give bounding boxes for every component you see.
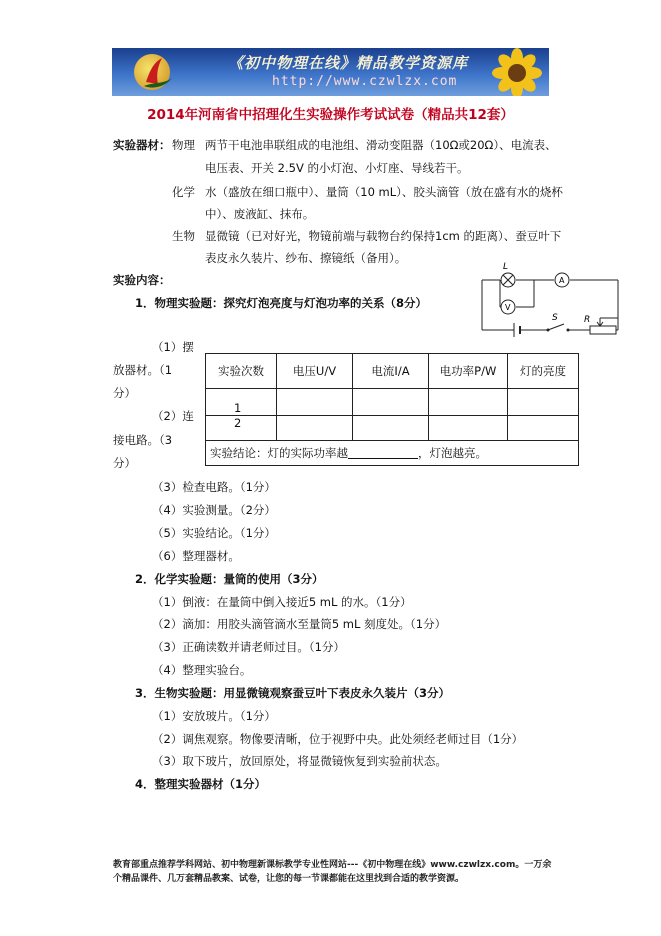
switch-label: S	[552, 313, 558, 323]
document-title: 2014年河南省中招理化生实验操作考试试卷（精品共12套）	[147, 107, 514, 123]
rheostat-symbol	[584, 315, 618, 334]
header-power: 电功率P/W	[429, 354, 508, 389]
banner-url[interactable]: http://www.czwlzx.com	[272, 74, 458, 89]
rheostat-label: R	[584, 315, 591, 325]
physics-heading: 1．物理实验题：探究灯泡亮度与灯泡功率的关系（8分）	[135, 296, 428, 310]
ammeter-symbol	[555, 273, 569, 287]
conclusion-row	[206, 441, 579, 466]
physics-step1-line1: （1）摆	[152, 340, 194, 354]
header-trial: 实验次数	[206, 354, 277, 389]
biology-heading: 3．生物实验题：用显微镜观察蚕豆叶下表皮永久装片（3分）	[135, 686, 451, 700]
table-cell[interactable]	[353, 389, 429, 416]
physics-step4: （4）实验测量。（2分）	[152, 503, 276, 517]
table-header-row	[206, 354, 579, 389]
chemistry-step1: （1）倒液：在量筒中倒入接近5 mL 的水。（1分）	[152, 595, 412, 609]
biology-equipment-line1: 显微镜（已对好光，物镜前端与载物台约保持1cm 的距离）、蚕豆叶下	[205, 229, 562, 243]
ammeter-label: A	[559, 276, 565, 285]
table-cell[interactable]	[429, 389, 508, 416]
conclusion-prefix: 实验结论：灯的实际功率越	[210, 446, 348, 460]
battery-symbol	[514, 323, 520, 337]
final-heading: 4．整理实验器材（1分）	[135, 777, 267, 791]
chemistry-step2: （2）滴加：用胶头滴管滴水至量筒5 mL 刻度处。（1分）	[152, 617, 447, 631]
trial-number: 2	[206, 416, 277, 441]
conclusion-cell	[206, 441, 579, 466]
biology-step3: （3）取下玻片，放回原处，将显微镜恢复到实验前状态。	[152, 754, 447, 768]
header-banner	[112, 48, 549, 96]
table-row	[206, 389, 579, 416]
header-brightness: 灯的亮度	[508, 354, 579, 389]
chemistry-label: 化学	[172, 185, 195, 199]
biology-step1: （1）安放玻片。（1分）	[152, 709, 276, 723]
content-heading: 实验内容：	[113, 273, 171, 287]
voltmeter-symbol	[500, 300, 515, 314]
lamp-symbol	[501, 262, 515, 287]
experiment-table	[205, 353, 579, 466]
physics-step6: （6）整理器材。	[152, 549, 240, 563]
biology-step2: （2）调焦观察。物像要清晰，位于视野中央。此处须经老师过目（1分）	[152, 732, 524, 746]
physics-step1-line3: 分）	[113, 386, 136, 400]
trial-number: 1	[206, 389, 277, 416]
physics-step2-line1: （2）连	[152, 409, 194, 423]
conclusion-blank[interactable]	[348, 446, 418, 459]
table-cell[interactable]	[508, 389, 579, 416]
physics-equipment-line1: 两节干电池串联组成的电池组、滑动变阻器（10Ω或20Ω）、电流表、	[205, 138, 557, 152]
table-cell[interactable]	[429, 416, 508, 441]
physics-step2-line2: 接电路。（3	[113, 433, 173, 447]
table-cell[interactable]	[277, 389, 353, 416]
switch-symbol	[547, 313, 570, 332]
circuit-diagram	[478, 260, 623, 340]
voltmeter-label: V	[505, 303, 511, 312]
physics-step3: （3）检查电路。（1分）	[152, 480, 276, 494]
table-cell[interactable]	[353, 416, 429, 441]
banner-title: 《初中物理在线》精品教学资源库	[228, 54, 469, 72]
header-current: 电流I/A	[353, 354, 429, 389]
header-voltage: 电压U/V	[277, 354, 353, 389]
physics-step5: （5）实验结论。（1分）	[152, 526, 276, 540]
chemistry-heading: 2．化学实验题：量筒的使用（3分）	[135, 572, 324, 586]
physics-equipment-line2: 电压表、开关 2.5V 的小灯泡、小灯座、导线若干。	[205, 161, 469, 175]
sunflower-icon	[484, 48, 549, 96]
physics-step1-line2: 放器材。（1	[113, 363, 173, 377]
table-cell[interactable]	[508, 416, 579, 441]
equipment-heading: 实验器材：	[113, 138, 171, 152]
logo-icon	[136, 52, 176, 92]
biology-equipment-line2: 表皮永久装片、纱布、擦镜纸（备用）。	[205, 251, 407, 265]
table-row	[206, 416, 579, 441]
table-cell[interactable]	[277, 416, 353, 441]
biology-label: 生物	[172, 229, 195, 243]
footer-line2: 个精品课件、几万套精品教案、试卷，让您的每一节课都能在这里找到合适的教学资源。	[113, 874, 465, 884]
chemistry-equipment-line1: 水（盛放在细口瓶中）、量筒（10 mL）、胶头滴管（放在盛有水的烧杯	[205, 185, 563, 199]
chemistry-step4: （4）整理实验台。	[152, 663, 252, 677]
chemistry-step3: （3）正确读数并请老师过目。（1分）	[152, 640, 345, 654]
physics-label: 物理	[172, 138, 195, 152]
footer-line1: 教育部重点推荐学科网站、初中物理新课标教学专业性网站---《初中物理在线》www.czwlzx.com。一万余	[113, 860, 552, 870]
chemistry-equipment-line2: 中）、废液缸、抹布。	[205, 207, 315, 221]
physics-step2-line3: 分）	[113, 456, 136, 470]
conclusion-suffix: ，灯泡越亮。	[418, 446, 487, 460]
lamp-label: L	[503, 262, 509, 272]
